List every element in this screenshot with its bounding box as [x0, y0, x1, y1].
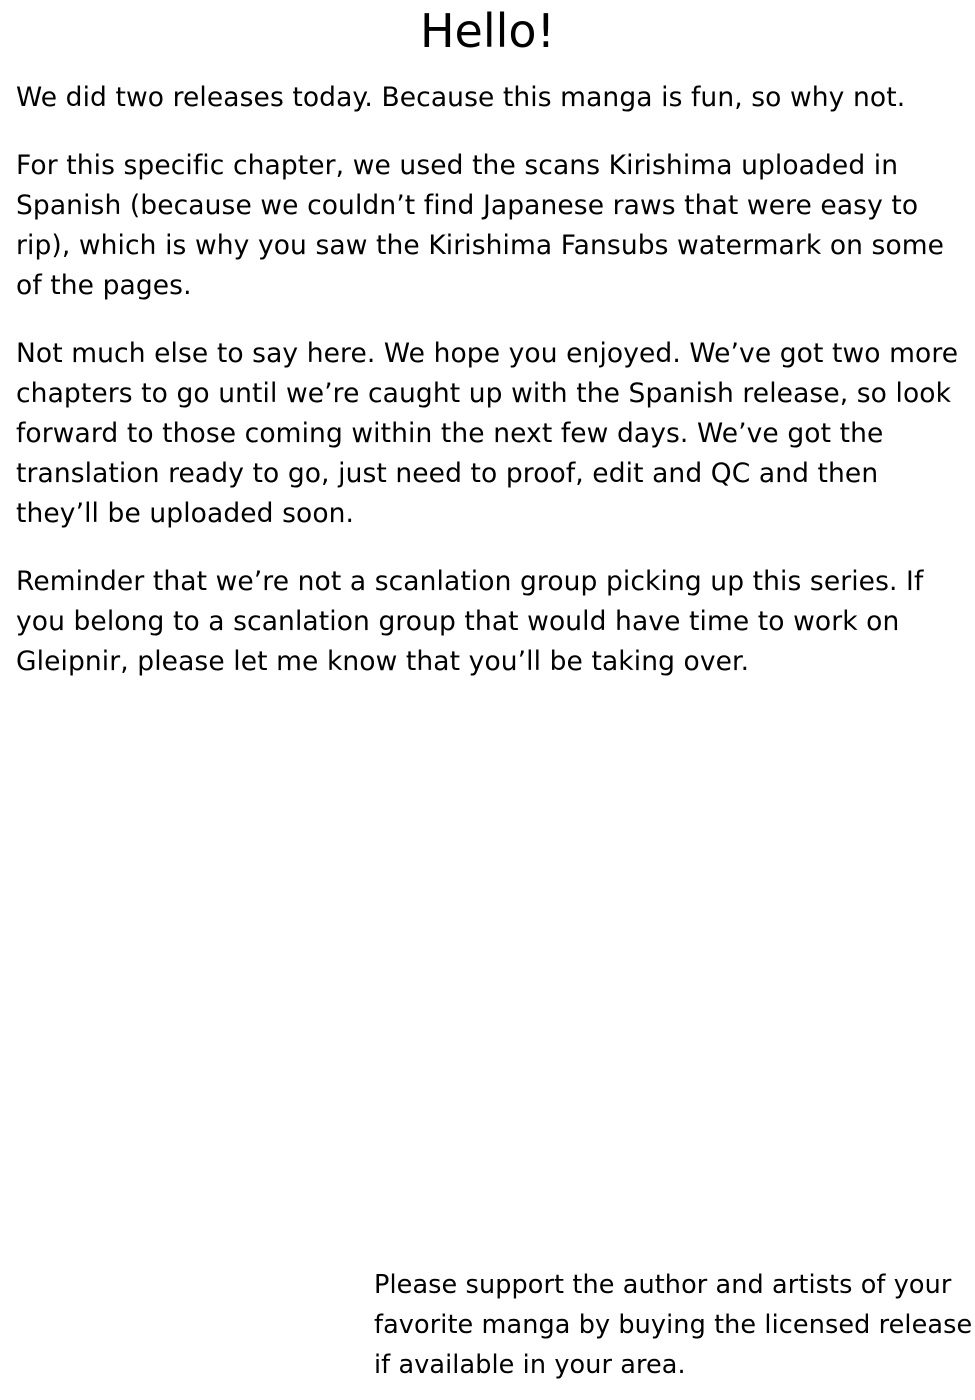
note-paragraph-4: Reminder that we’re not a scanlation group picking up this series. If you belong to a scanlation group that would have time to work on Gleipnir, please let me know that you’ll be taking over.	[16, 566, 924, 677]
page-title: Hello!	[419, 4, 556, 58]
note-body	[16, 78, 964, 682]
note-paragraph-2: For this specific chapter, we used the scans Kirishima uploaded in Spanish (because we couldn’t find Japanese raws that were easy to rip), which is why you saw the Kirishima Fansubs watermark on some of the pages.	[16, 150, 945, 301]
support-author-note	[374, 1265, 974, 1385]
note-paragraph-1: We did two releases today. Because this manga is fun, so why not.	[16, 82, 906, 113]
support-author-note-text: Please support the author and artists of your favorite manga by buying the licensed release if available in your area.	[374, 1270, 973, 1380]
note-paragraph-3: Not much else to say here. We hope you enjoyed. We’ve got two more chapters to go until we’re caught up with the Spanish release, so look forward to those coming within the next few days. We’ve got the translation ready to go, just need to proof, edit and QC and then they’ll be uploaded soon.	[16, 338, 959, 529]
